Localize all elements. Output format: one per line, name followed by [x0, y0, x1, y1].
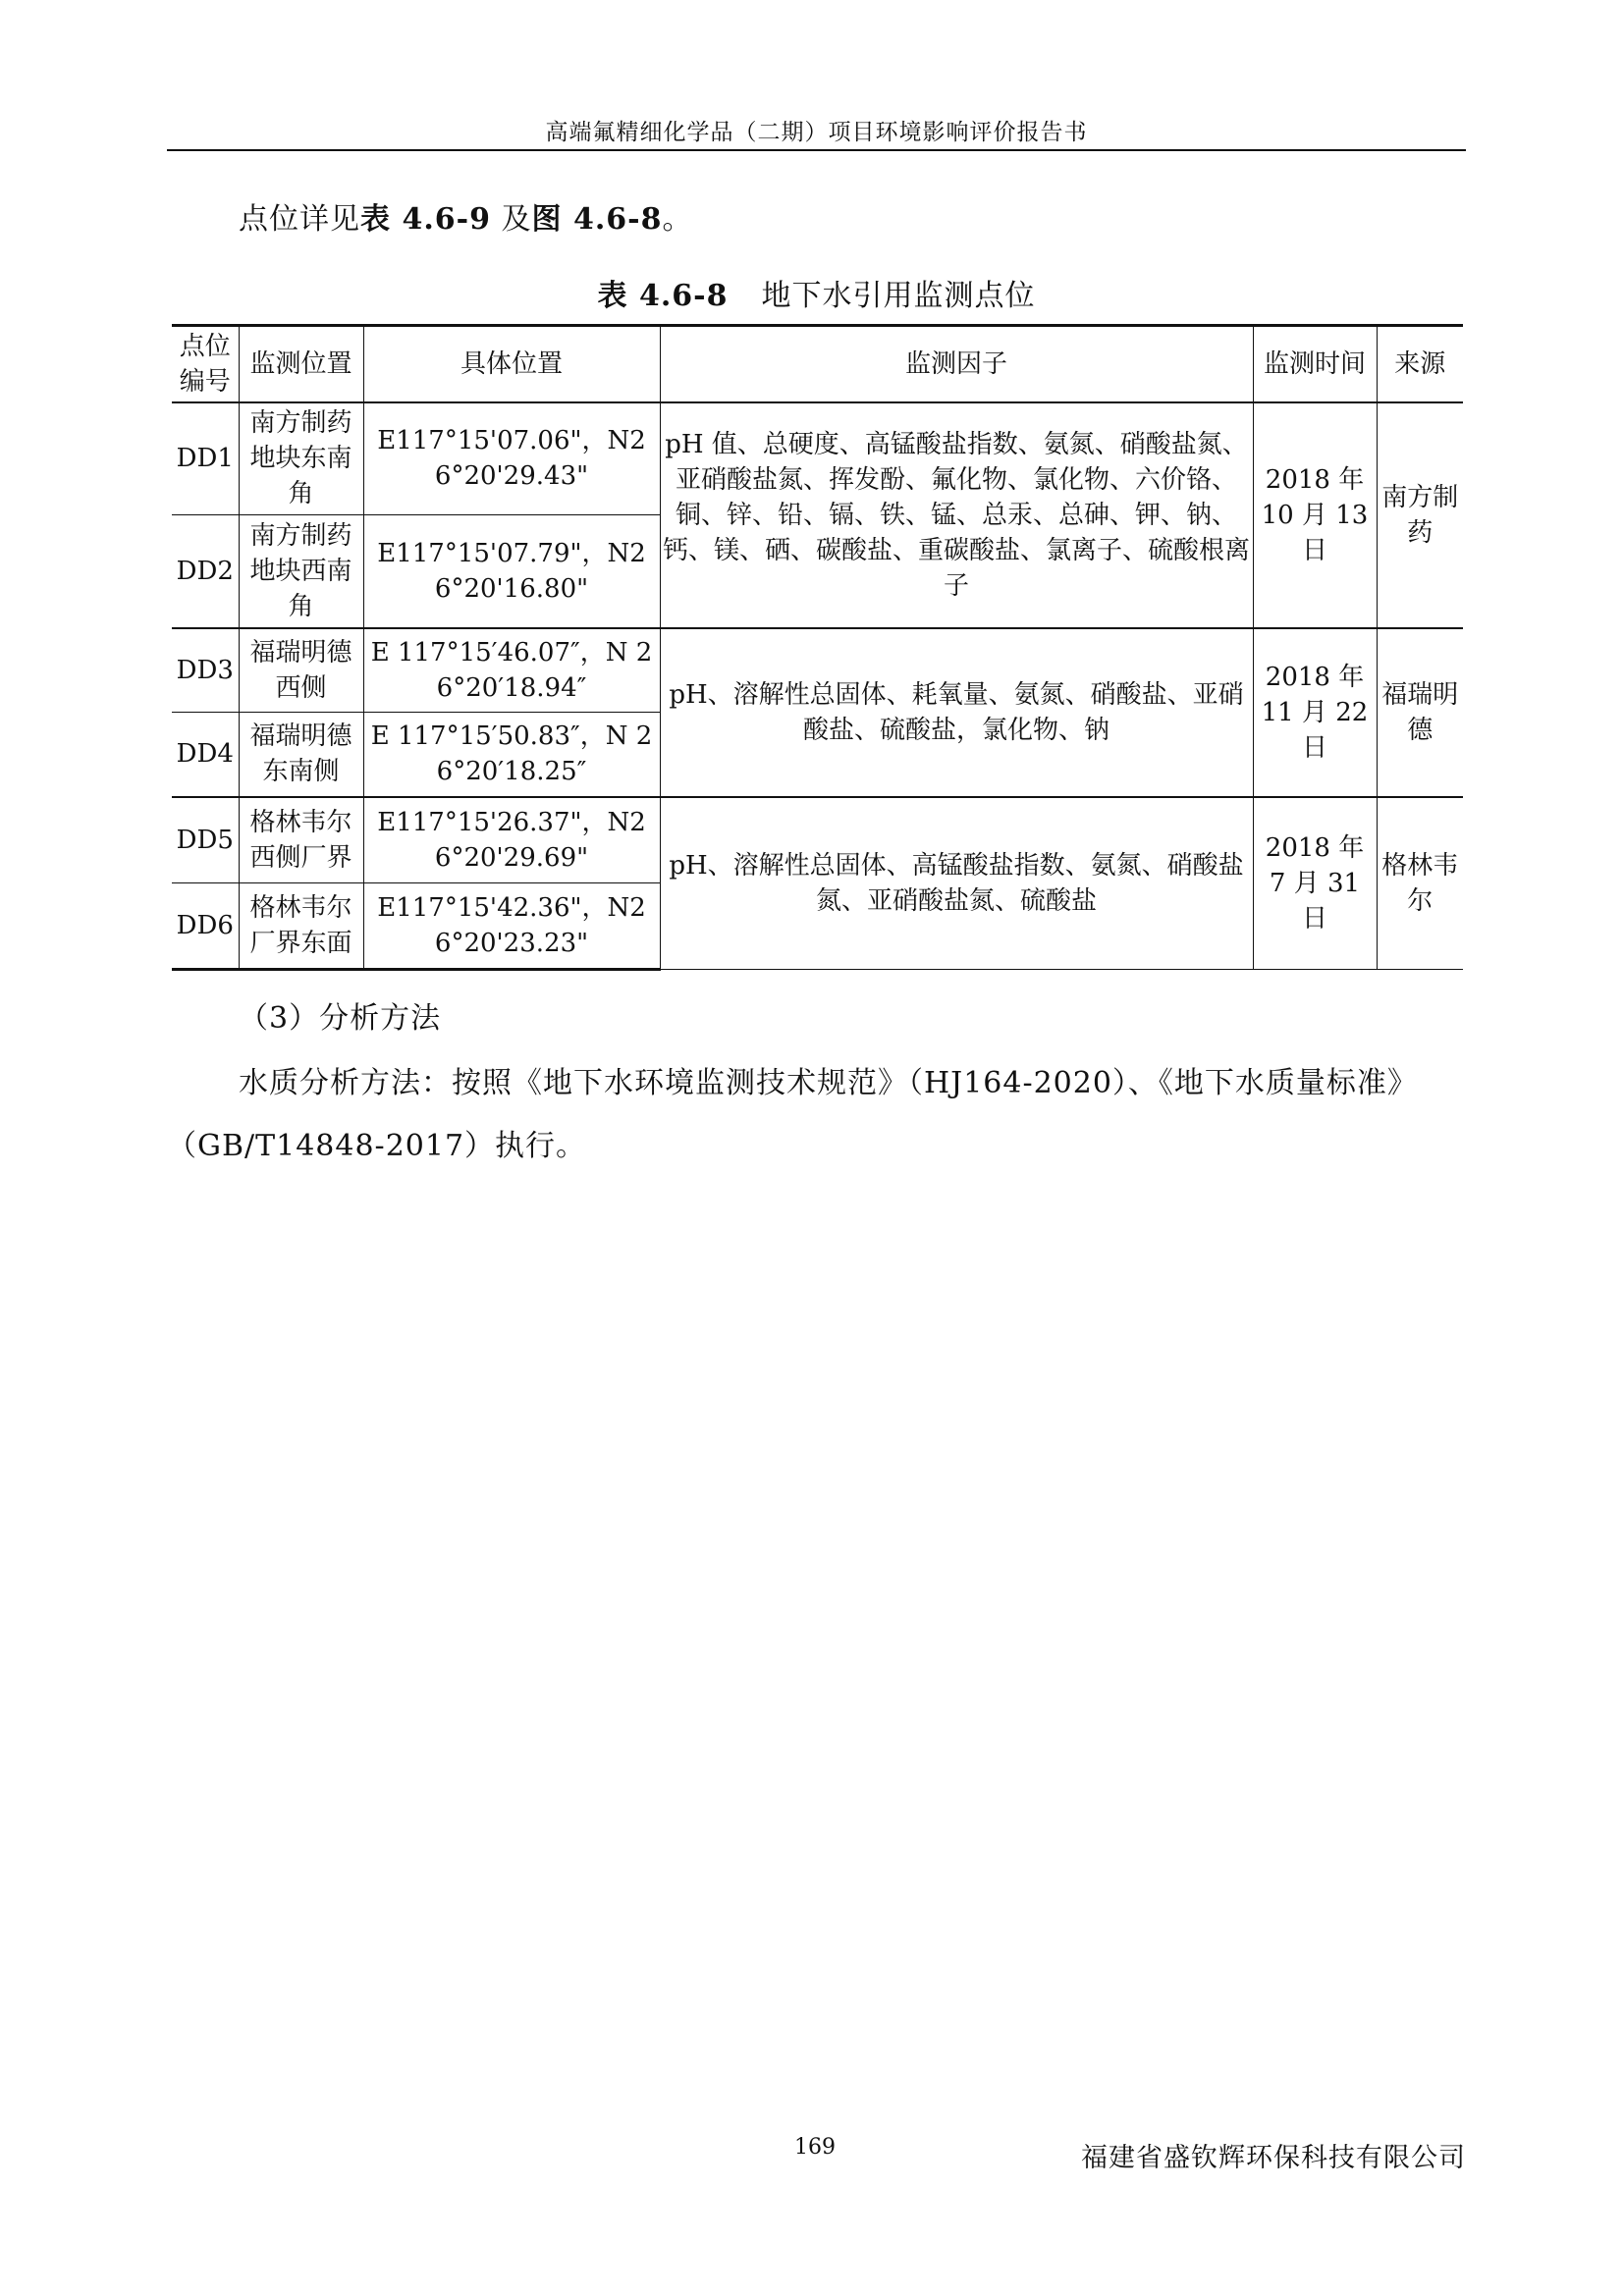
location-cell: 福瑞明德东南侧 [239, 713, 363, 797]
intro-mid: 及 [490, 202, 532, 237]
point-id-cell: DD1 [172, 402, 239, 515]
intro-prefix: 点位详见 [239, 202, 360, 237]
point-id-cell: DD4 [172, 713, 239, 797]
time-cell: 2018 年 7 月 31 日 [1253, 797, 1377, 970]
intro-paragraph [239, 194, 692, 238]
source-cell: 南方制药 [1377, 402, 1463, 628]
coordinates-cell: E117°15'07.79"，N26°20'16.80" [363, 515, 660, 628]
point-id-cell: DD5 [172, 797, 239, 883]
factors-cell: pH、溶解性总固体、耗氧量、氨氮、硝酸盐、亚硝酸盐、硫酸盐，氯化物、钠 [660, 628, 1253, 797]
page-header-title: 高端氟精细化学品（二期）项目环境影响评价报告书 [545, 120, 1088, 145]
point-id-cell: DD3 [172, 628, 239, 713]
figure-reference: 图 4.6-8 [531, 202, 663, 237]
method-paragraph: 水质分析方法：按照《地下水环境监测技术规范》（HJ164-2020）、《地下水质量标准》（GB/T14848-2017）执行。 [167, 1066, 1418, 1163]
table-row [172, 628, 1463, 713]
page-number: 169 [794, 2135, 836, 2160]
header-divider [167, 149, 1466, 151]
monitoring-points-table [172, 324, 1463, 971]
header-source: 来源 [1377, 326, 1463, 402]
coordinates-cell: E 117°15′46.07″，N 26°20′18.94″ [363, 628, 660, 713]
section-heading: （3）分析方法 [239, 1001, 442, 1036]
time-cell: 2018 年 11 月 22 日 [1253, 628, 1377, 797]
company-name: 福建省盛钦辉环保科技有限公司 [1081, 2143, 1466, 2173]
table-row [172, 797, 1463, 883]
source-cell: 格林韦尔 [1377, 797, 1463, 970]
table-caption-title: 地下水引用监测点位 [761, 279, 1036, 313]
header-time: 监测时间 [1253, 326, 1377, 402]
coordinates-cell: E117°15'07.06"，N26°20'29.43" [363, 402, 660, 515]
table-caption [167, 271, 1466, 314]
point-id-cell: DD2 [172, 515, 239, 628]
table-reference: 表 4.6-9 [360, 202, 491, 237]
location-cell: 福瑞明德西侧 [239, 628, 363, 713]
location-cell: 格林韦尔西侧厂界 [239, 797, 363, 883]
coordinates-cell: E 117°15′50.83″，N 26°20′18.25″ [363, 713, 660, 797]
header-factors: 监测因子 [660, 326, 1253, 402]
table-caption-number: 表 4.6-8 [597, 279, 729, 313]
location-cell: 南方制药地块西南角 [239, 515, 363, 628]
coordinates-cell: E117°15'26.37"，N26°20'29.69" [363, 797, 660, 883]
header-coordinates: 具体位置 [363, 326, 660, 402]
header-point-id: 点位编号 [172, 326, 239, 402]
point-id-cell: DD6 [172, 883, 239, 970]
location-cell: 格林韦尔厂界东面 [239, 883, 363, 970]
factors-cell: pH 值、总硬度、高锰酸盐指数、氨氮、硝酸盐氮、亚硝酸盐氮、挥发酚、氟化物、氯化物、六价铬、铜、锌、铅、镉、铁、锰、总汞、总砷、钾、钠、钙、镁、硒、碳酸盐、重碳酸盐、氯离子、硫酸根离子 [660, 402, 1253, 628]
header-location: 监测位置 [239, 326, 363, 402]
intro-suffix: 。 [662, 202, 693, 237]
time-cell: 2018 年 10 月 13 日 [1253, 402, 1377, 628]
table-row [172, 402, 1463, 515]
source-cell: 福瑞明德 [1377, 628, 1463, 797]
coordinates-cell: E117°15'42.36"，N26°20'23.23" [363, 883, 660, 970]
table-header-row [172, 326, 1463, 402]
factors-cell: pH、溶解性总固体、高锰酸盐指数、氨氮、硝酸盐氮、亚硝酸盐氮、硫酸盐 [660, 797, 1253, 970]
location-cell: 南方制药地块东南角 [239, 402, 363, 515]
